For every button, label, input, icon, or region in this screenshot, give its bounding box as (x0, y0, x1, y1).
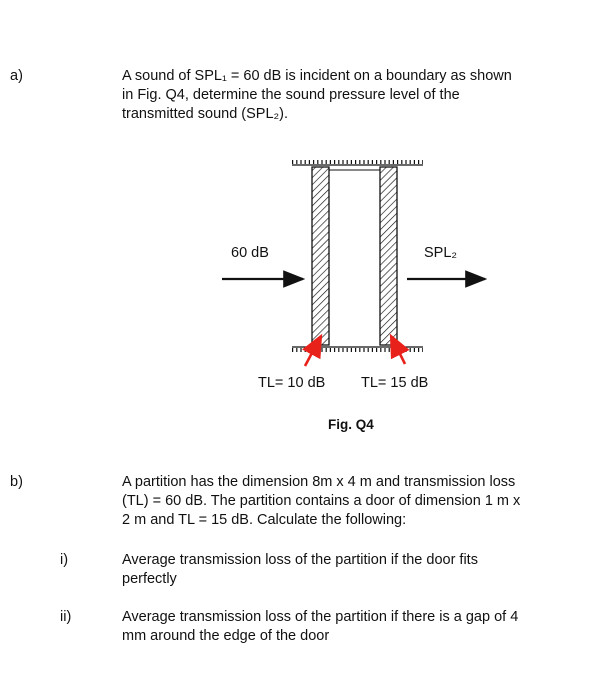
part-ii-text (122, 608, 518, 646)
floor-boundary (292, 347, 423, 350)
part-i-text (122, 551, 478, 589)
figure-q4-diagram (205, 150, 505, 380)
question-b-marker: b) (10, 474, 23, 490)
part-i-line: perfectly (122, 571, 177, 587)
question-b-line: A partition has the dimension 8m x 4 m and transmission loss (122, 474, 516, 490)
ceiling-boundary (292, 162, 423, 165)
incident-level-label: 60 dB (231, 245, 269, 261)
part-ii-line: Average transmission loss of the partition if there is a gap of 4 (122, 609, 519, 625)
part-ii-line: mm around the edge of the door (122, 628, 330, 644)
tl-left-label: TL= 10 dB (258, 375, 326, 391)
part-i-marker: i) (60, 552, 69, 568)
question-a-line: in Fig. Q4, determine the sound pressure level of the (122, 87, 460, 103)
question-b-line: (TL) = 60 dB. The partition contains a door of dimension 1 m x (122, 493, 521, 509)
question-b-line: 2 m and TL = 15 dB. Calculate the following: (122, 512, 407, 528)
question-a-line: transmitted sound (SPL₂). (122, 106, 289, 122)
left-wall (312, 167, 329, 345)
part-i-line: Average transmission loss of the partition if the door fits (122, 552, 478, 568)
right-wall (380, 167, 397, 345)
question-a-line: A sound of SPL₁ = 60 dB is incident on a boundary as shown (122, 68, 512, 84)
figure-caption: Fig. Q4 (328, 417, 374, 432)
question-a-marker: a) (10, 68, 23, 84)
question-a-text (122, 67, 512, 124)
tl-right-label: TL= 15 dB (361, 375, 429, 391)
part-ii-marker: ii) (60, 609, 72, 625)
question-b-text (122, 473, 520, 530)
transmitted-level-label: SPL₂ (424, 245, 458, 261)
